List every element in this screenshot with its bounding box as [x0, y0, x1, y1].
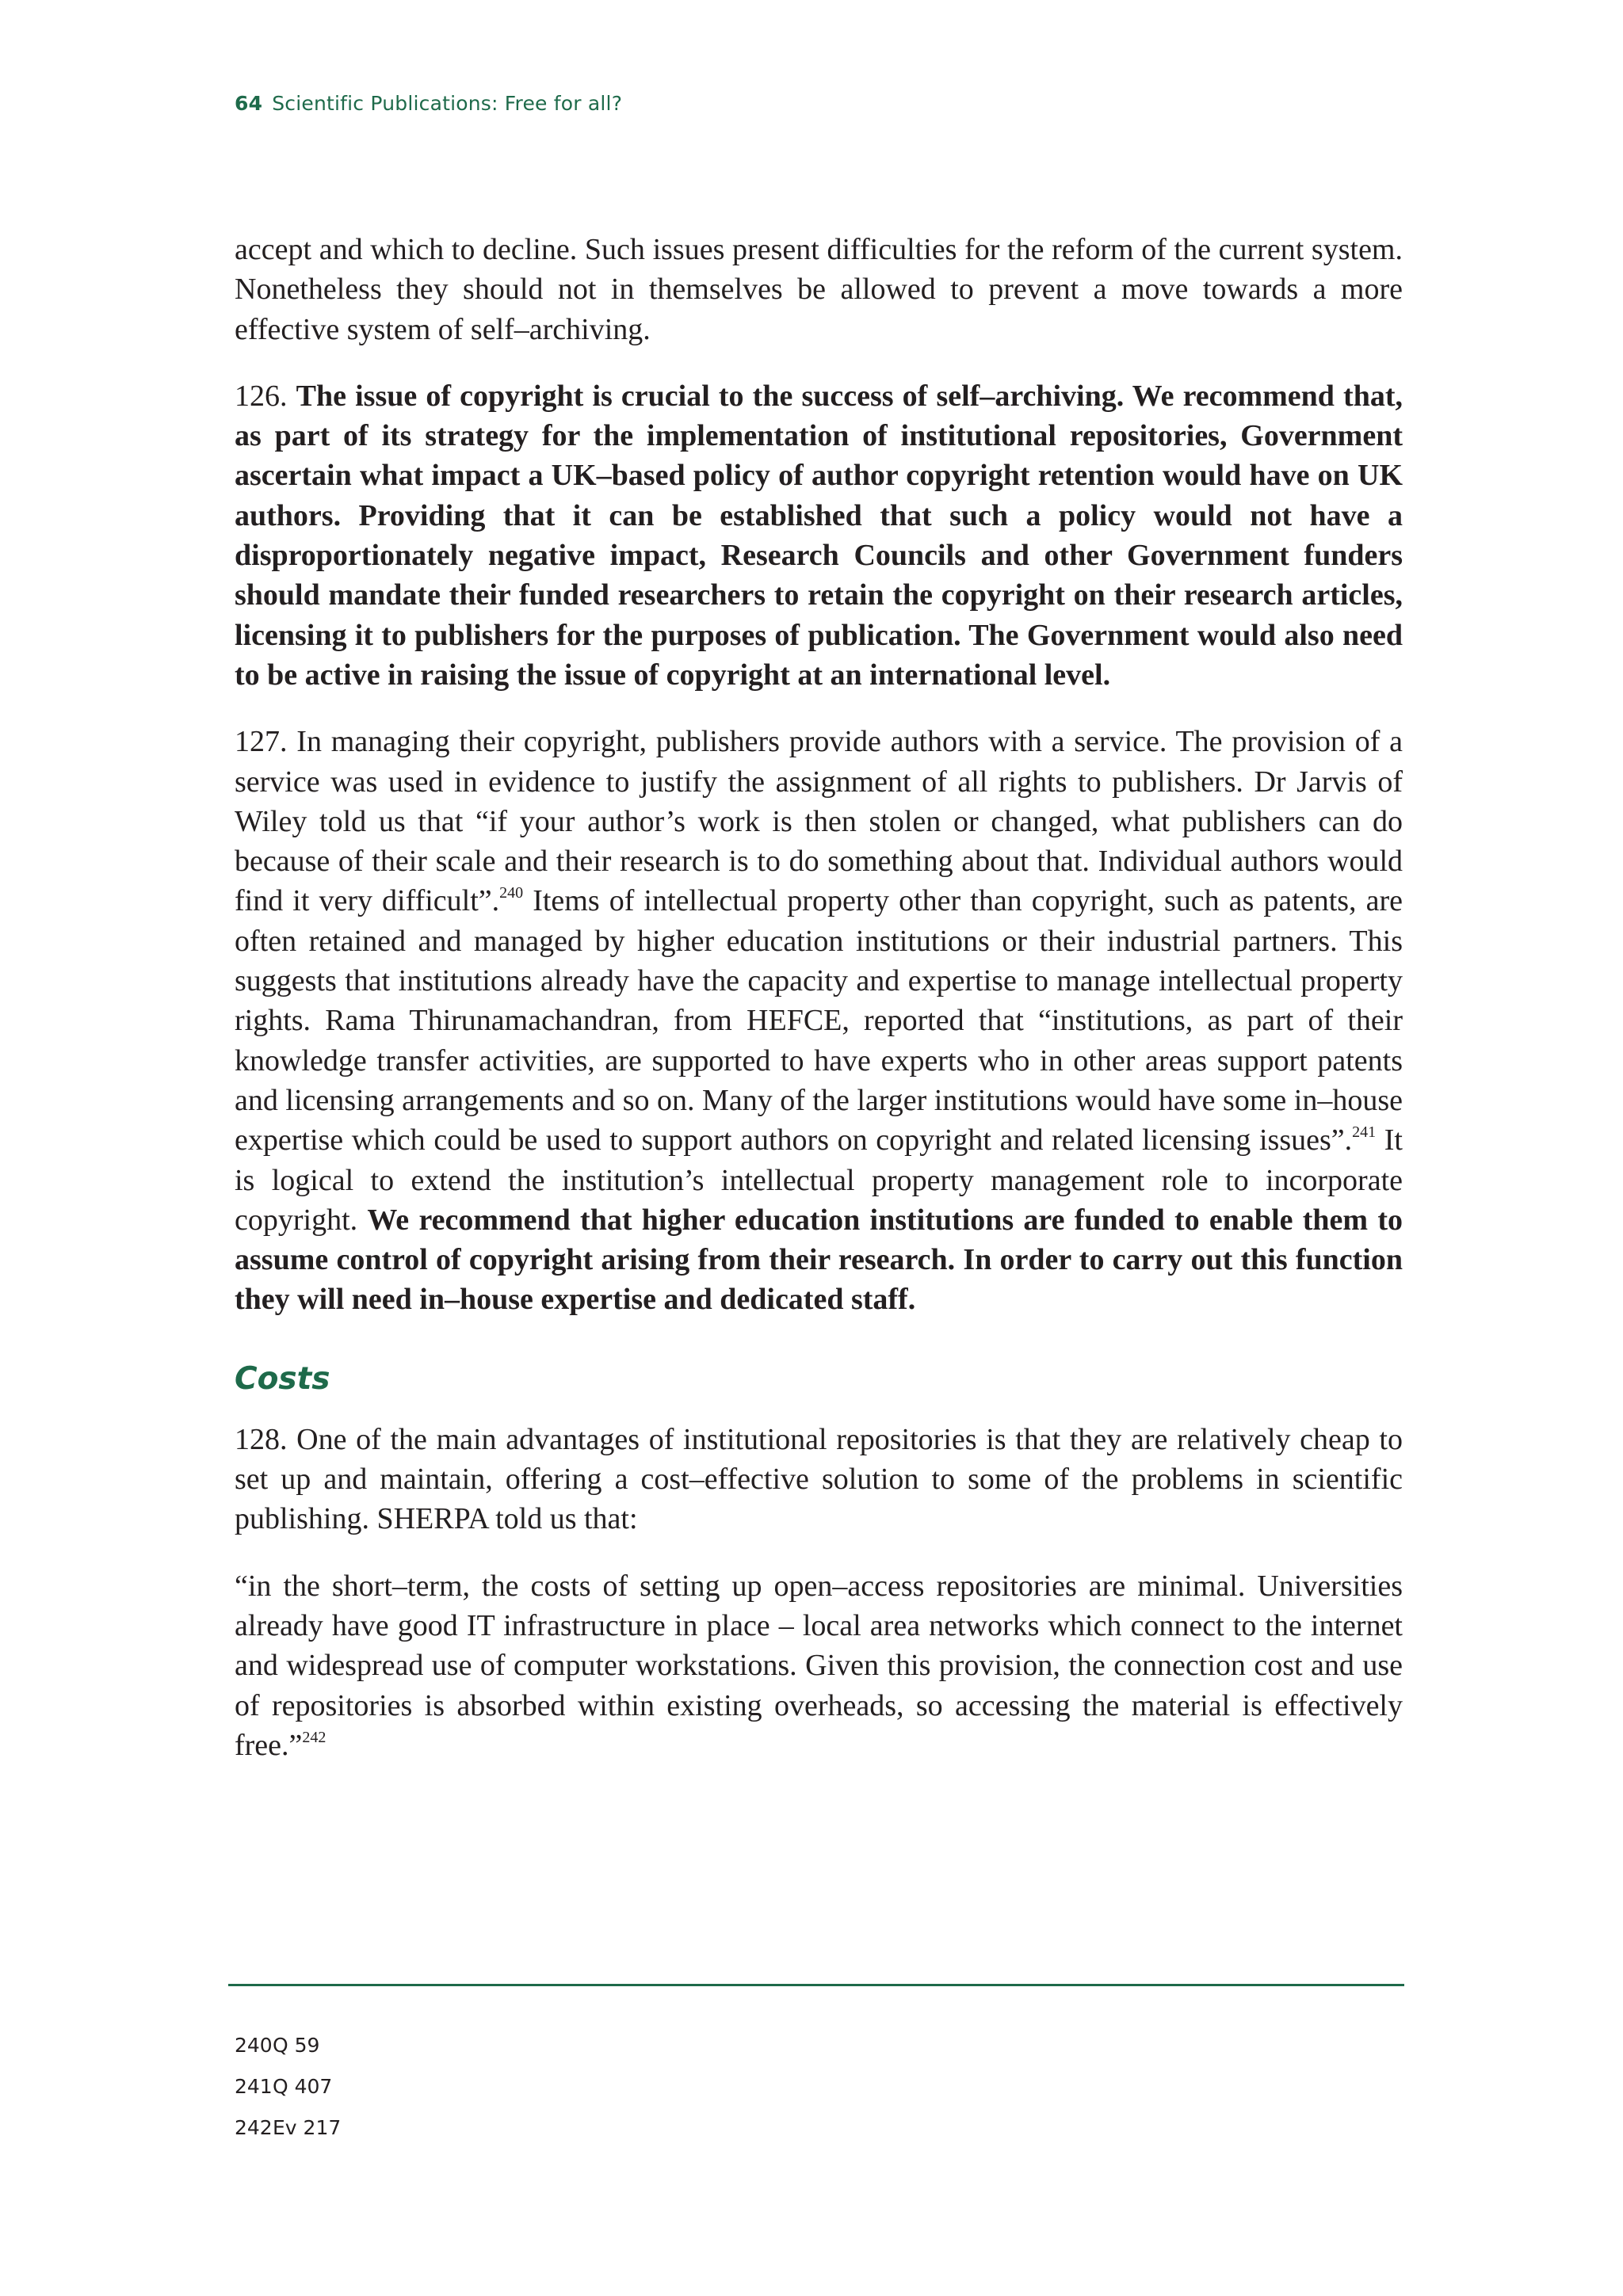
paragraph-text: One of the main advantages of institutional repositories is that they are relatively cheap to set up and maintain, offering a cost–effective solution to some of the problems in scientific publishing. SHERPA told us that:: [235, 1422, 1403, 1536]
footnote-divider: [228, 1984, 1404, 1986]
footnote-number: 240: [235, 2034, 273, 2057]
footnote-text: Ev 217: [273, 2116, 342, 2139]
paragraph-126: [235, 376, 1403, 695]
footnote-242: [235, 2107, 341, 2149]
section-heading-costs: Costs: [235, 1360, 330, 1397]
footnote-241: [235, 2066, 341, 2107]
page-number: 64: [235, 92, 263, 115]
running-header: [235, 92, 622, 115]
footnote-ref-240[interactable]: 240: [499, 884, 524, 902]
footnote-240: [235, 2025, 341, 2066]
paragraph-number: 126.: [235, 379, 288, 413]
footnote-number: 242: [235, 2116, 273, 2139]
paragraph-number: 127.: [235, 725, 288, 759]
paragraph-text: Items of intellectual property other than copyright, such as patents, are often retained and managed by higher education institutions or their industrial partners. This suggests that institutions already have the capacity and expertise to manage intellectual property rights. Rama Thirunamachandran, from HEFCE, reported that “institutions, as part of their knowledge transfer activities, are supported to have experts who in other areas support patents and licensing arrangements and so on. Many of the larger institutions would have some in–house expertise which could be used to support authors on copyright and related licensing issues”.: [235, 884, 1403, 1158]
running-title: Scientific Publications: Free for all?: [272, 92, 623, 115]
footnote-number: 241: [235, 2075, 273, 2098]
paragraph-text: In managing their copyright, publishers provide authors with a service. The provision of a service was used in evidence to justify the assignment of all rights to publishers. Dr Jarvis of Wiley told us that “if your author’s work is then stolen or changed, what publishers can do because of their scale and their research is to do something about that. Individual authors would find it very difficult”.: [235, 725, 1403, 918]
quote-text: “in the short–term, the costs of setting up open–access repositories are minimal. Universities already have good IT infrastructure in place – local area networks which connect to the internet and widespread use of computer workstations. Given this provision, the connection cost and use of repositories is absorbed within existing overheads, so accessing the material is effectively free.”: [235, 1569, 1403, 1762]
recommendation-text: The issue of copyright is crucial to the success of self–archiving. We recommend that, as part of its strategy for the implementation of institutional repositories, Government ascertain what impact a UK–based policy of author copyright retention would have on UK authors. Providing that it can be established that such a policy would not have a disproportionately negative impact, Research Councils and other Government funders should mandate their funded researchers to retain the copyright on their research articles, licensing it to publishers for the purposes of publication. The Government would also need to be active in raising the issue of copyright at an international level.: [235, 379, 1403, 692]
paragraph-number: 128.: [235, 1422, 288, 1456]
footnote-ref-241[interactable]: 241: [1352, 1123, 1377, 1142]
block-quote: [235, 1566, 1403, 1765]
footnote-text: Q 407: [273, 2075, 333, 2098]
footnote-text: Q 59: [273, 2034, 320, 2057]
recommendation-text: We recommend that higher education institutions are funded to enable them to assume control of copyright arising from their research. In order to carry out this function they will need in–house expertise and dedicated staff.: [235, 1203, 1403, 1317]
footnote-ref-242[interactable]: 242: [302, 1728, 327, 1746]
footnotes: [235, 2025, 341, 2149]
body-text: [235, 230, 1403, 1792]
paragraph-continuation: accept and which to decline. Such issues present difficulties for the reform of the current system. Nonetheless they should not in themselves be allowed to prevent a move towards a more effective system of self–archiving.: [235, 233, 1403, 346]
paragraph-127: [235, 722, 1403, 1319]
paragraph-text: It is logical to extend the institution’s intellectual property management role to incorporate copyright.: [235, 1123, 1403, 1237]
paragraph-128: [235, 1420, 1403, 1539]
